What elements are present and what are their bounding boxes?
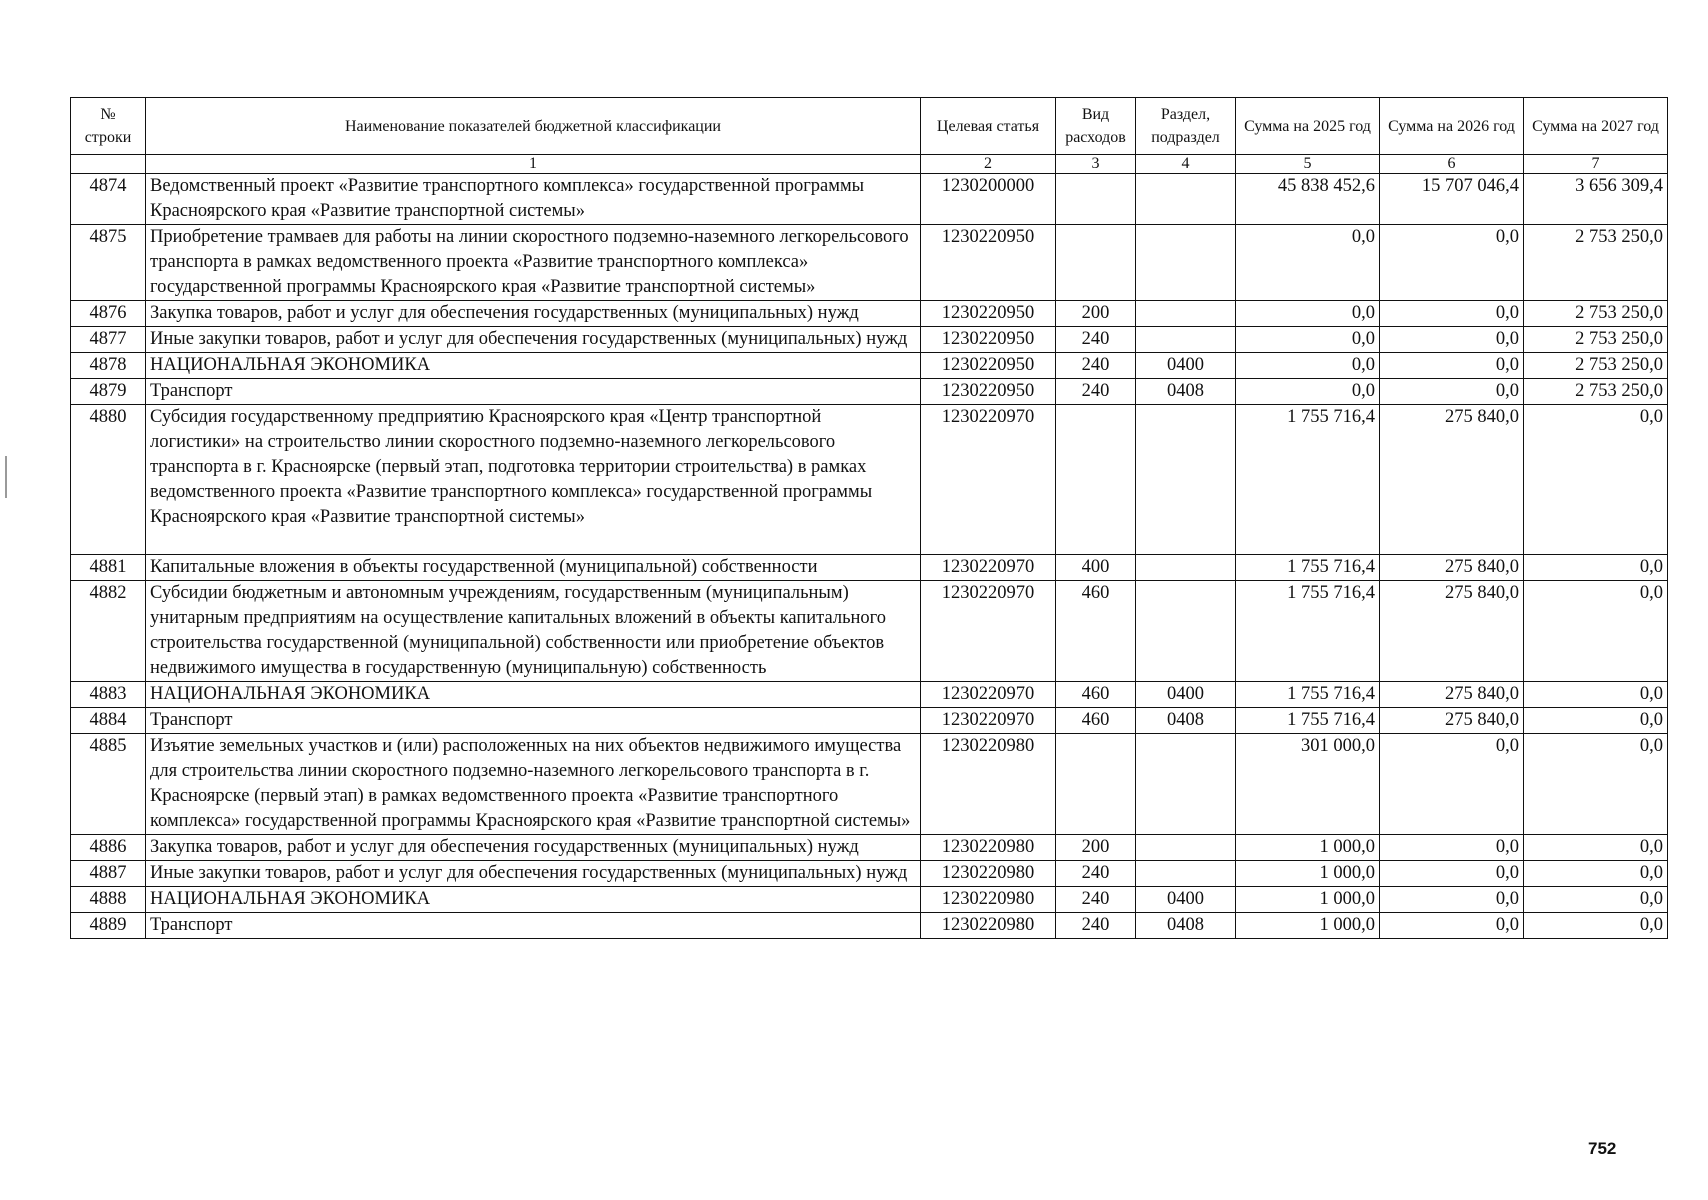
table-row [71, 225, 1668, 301]
row-number: 4884 [71, 708, 146, 734]
header-sum-2027: Сумма на 2027 год [1524, 98, 1668, 155]
budget-sheet [70, 97, 1668, 939]
row-expense-type: 240 [1056, 861, 1136, 887]
row-name: Изъятие земельных участков и (или) расположенных на них объектов недвижимого имущества для строительства линии скоростного подземно-наземного легкорельсового транспорта в г. Красноярске (первый этап) в рамках ведомственного проекта «Развитие транспортного комплекса» государственной программы Красноярского края «Развитие транспортной системы» [146, 734, 921, 835]
row-section: 0400 [1136, 682, 1236, 708]
row-sum-2027: 0,0 [1524, 913, 1668, 939]
row-number: 4880 [71, 405, 146, 555]
row-sum-2025: 1 755 716,4 [1236, 708, 1380, 734]
row-number: 4878 [71, 353, 146, 379]
row-target-code: 1230220980 [921, 913, 1056, 939]
column-numbers-row [71, 155, 1668, 174]
row-sum-2026: 275 840,0 [1380, 555, 1524, 581]
row-target-code: 1230220980 [921, 861, 1056, 887]
row-sum-2026: 0,0 [1380, 913, 1524, 939]
row-sum-2025: 0,0 [1236, 225, 1380, 301]
table-row [71, 835, 1668, 861]
row-sum-2026: 0,0 [1380, 734, 1524, 835]
column-number: 5 [1236, 155, 1380, 174]
row-sum-2027: 0,0 [1524, 708, 1668, 734]
column-number: 6 [1380, 155, 1524, 174]
row-sum-2026: 0,0 [1380, 353, 1524, 379]
row-sum-2025: 301 000,0 [1236, 734, 1380, 835]
row-number: 4877 [71, 327, 146, 353]
row-section [1136, 301, 1236, 327]
column-number: 3 [1056, 155, 1136, 174]
row-name: Закупка товаров, работ и услуг для обеспечения государственных (муниципальных) нужд [146, 301, 921, 327]
row-name: Капитальные вложения в объекты государственной (муниципальной) собственности [146, 555, 921, 581]
row-sum-2026: 0,0 [1380, 835, 1524, 861]
header-section: Раздел, подраздел [1136, 98, 1236, 155]
row-number: 4876 [71, 301, 146, 327]
table-row [71, 861, 1668, 887]
column-number: 7 [1524, 155, 1668, 174]
table-row [71, 913, 1668, 939]
row-target-code: 1230220970 [921, 405, 1056, 555]
row-sum-2026: 275 840,0 [1380, 581, 1524, 682]
row-section [1136, 225, 1236, 301]
row-name: Транспорт [146, 913, 921, 939]
table-row [71, 174, 1668, 225]
row-target-code: 1230220970 [921, 555, 1056, 581]
header-sum-2026: Сумма на 2026 год [1380, 98, 1524, 155]
row-number: 4882 [71, 581, 146, 682]
row-name: Иные закупки товаров, работ и услуг для обеспечения государственных (муниципальных) нужд [146, 327, 921, 353]
row-target-code: 1230220950 [921, 327, 1056, 353]
header-expense-type: Вид расходов [1056, 98, 1136, 155]
column-number-blank [71, 155, 146, 174]
row-target-code: 1230200000 [921, 174, 1056, 225]
table-row [71, 708, 1668, 734]
row-name: Транспорт [146, 379, 921, 405]
row-section: 0408 [1136, 379, 1236, 405]
row-number: 4874 [71, 174, 146, 225]
row-target-code: 1230220950 [921, 353, 1056, 379]
table-row [71, 887, 1668, 913]
row-sum-2026: 0,0 [1380, 379, 1524, 405]
row-name: НАЦИОНАЛЬНАЯ ЭКОНОМИКА [146, 353, 921, 379]
row-number: 4885 [71, 734, 146, 835]
row-section [1136, 174, 1236, 225]
row-section [1136, 861, 1236, 887]
row-number: 4875 [71, 225, 146, 301]
row-sum-2027: 0,0 [1524, 555, 1668, 581]
row-sum-2025: 0,0 [1236, 327, 1380, 353]
row-section: 0408 [1136, 708, 1236, 734]
row-sum-2025: 1 000,0 [1236, 887, 1380, 913]
row-target-code: 1230220950 [921, 301, 1056, 327]
row-section [1136, 327, 1236, 353]
table-row [71, 353, 1668, 379]
table-row [71, 301, 1668, 327]
row-section [1136, 734, 1236, 835]
row-sum-2025: 45 838 452,6 [1236, 174, 1380, 225]
row-target-code: 1230220970 [921, 581, 1056, 682]
row-name: Субсидия государственному предприятию Красноярского края «Центр транспортной логистики» на строительство линии скоростного подземно-наземного легкорельсового транспорта в г. Красноярске (первый этап, подготовка территории строительства) в рамках ведомственного проекта «Развитие транспортного комплекса» государственной программы Красноярского края «Развитие транспортной системы» [146, 405, 921, 555]
row-sum-2027: 2 753 250,0 [1524, 225, 1668, 301]
row-target-code: 1230220980 [921, 734, 1056, 835]
row-target-code: 1230220950 [921, 379, 1056, 405]
row-number: 4887 [71, 861, 146, 887]
table-row [71, 555, 1668, 581]
row-section [1136, 835, 1236, 861]
header-row [71, 98, 1668, 155]
row-expense-type: 240 [1056, 327, 1136, 353]
row-sum-2026: 0,0 [1380, 225, 1524, 301]
row-name: НАЦИОНАЛЬНАЯ ЭКОНОМИКА [146, 887, 921, 913]
row-section [1136, 555, 1236, 581]
row-name: Субсидии бюджетным и автономным учреждениям, государственным (муниципальным) унитарным предприятиям на осуществление капитальных вложений в объекты капитального строительства государственной (муниципальной) собственности или приобретение объектов недвижимого имущества в государственную (муниципальную) собственность [146, 581, 921, 682]
row-sum-2025: 0,0 [1236, 379, 1380, 405]
table-body [71, 174, 1668, 939]
row-name: Иные закупки товаров, работ и услуг для обеспечения государственных (муниципальных) нужд [146, 861, 921, 887]
row-name: НАЦИОНАЛЬНАЯ ЭКОНОМИКА [146, 682, 921, 708]
row-target-code: 1230220980 [921, 887, 1056, 913]
row-sum-2026: 15 707 046,4 [1380, 174, 1524, 225]
row-sum-2027: 0,0 [1524, 581, 1668, 682]
header-row-no: № строки [71, 98, 146, 155]
row-number: 4889 [71, 913, 146, 939]
row-section [1136, 405, 1236, 555]
row-sum-2025: 1 755 716,4 [1236, 581, 1380, 682]
row-number: 4879 [71, 379, 146, 405]
row-target-code: 1230220970 [921, 708, 1056, 734]
row-expense-type [1056, 174, 1136, 225]
row-sum-2025: 1 755 716,4 [1236, 405, 1380, 555]
page-number: 752 [1588, 1139, 1617, 1158]
header-target: Целевая статья [921, 98, 1056, 155]
table-row [71, 581, 1668, 682]
header-sum-2025: Сумма на 2025 год [1236, 98, 1380, 155]
row-target-code: 1230220980 [921, 835, 1056, 861]
row-expense-type: 200 [1056, 301, 1136, 327]
row-sum-2025: 0,0 [1236, 353, 1380, 379]
row-expense-type: 460 [1056, 581, 1136, 682]
row-section: 0400 [1136, 353, 1236, 379]
row-sum-2027: 2 753 250,0 [1524, 301, 1668, 327]
row-expense-type: 240 [1056, 379, 1136, 405]
table-row [71, 734, 1668, 835]
row-sum-2026: 0,0 [1380, 301, 1524, 327]
row-sum-2025: 1 000,0 [1236, 861, 1380, 887]
row-number: 4881 [71, 555, 146, 581]
row-name: Закупка товаров, работ и услуг для обеспечения государственных (муниципальных) нужд [146, 835, 921, 861]
row-sum-2026: 275 840,0 [1380, 708, 1524, 734]
column-number: 4 [1136, 155, 1236, 174]
row-sum-2025: 1 755 716,4 [1236, 555, 1380, 581]
row-sum-2027: 0,0 [1524, 682, 1668, 708]
row-section [1136, 581, 1236, 682]
row-target-code: 1230220970 [921, 682, 1056, 708]
row-sum-2026: 0,0 [1380, 327, 1524, 353]
row-name: Транспорт [146, 708, 921, 734]
row-expense-type: 460 [1056, 682, 1136, 708]
row-sum-2027: 0,0 [1524, 734, 1668, 835]
row-expense-type [1056, 225, 1136, 301]
row-sum-2026: 275 840,0 [1380, 682, 1524, 708]
column-number: 2 [921, 155, 1056, 174]
row-name: Приобретение трамваев для работы на линии скоростного подземно-наземного легкорельсового транспорта в рамках ведомственного проекта «Развитие транспортного комплекса» государственной программы Красноярского края «Развитие транспортной системы» [146, 225, 921, 301]
scan-artifact-line [5, 456, 7, 498]
row-sum-2027: 3 656 309,4 [1524, 174, 1668, 225]
row-sum-2027: 2 753 250,0 [1524, 379, 1668, 405]
row-expense-type: 460 [1056, 708, 1136, 734]
row-name: Ведомственный проект «Развитие транспортного комплекса» государственной программы Красноярского края «Развитие транспортной системы» [146, 174, 921, 225]
row-sum-2026: 0,0 [1380, 887, 1524, 913]
row-expense-type: 240 [1056, 353, 1136, 379]
table-row [71, 379, 1668, 405]
row-sum-2025: 0,0 [1236, 301, 1380, 327]
row-sum-2027: 0,0 [1524, 405, 1668, 555]
row-expense-type [1056, 734, 1136, 835]
row-target-code: 1230220950 [921, 225, 1056, 301]
header-name: Наименование показателей бюджетной классификации [146, 98, 921, 155]
row-expense-type: 200 [1056, 835, 1136, 861]
row-sum-2027: 0,0 [1524, 887, 1668, 913]
table-row [71, 327, 1668, 353]
table-row [71, 405, 1668, 555]
row-number: 4888 [71, 887, 146, 913]
row-sum-2027: 2 753 250,0 [1524, 327, 1668, 353]
table-row [71, 682, 1668, 708]
row-expense-type: 240 [1056, 913, 1136, 939]
column-number: 1 [146, 155, 921, 174]
row-sum-2026: 0,0 [1380, 861, 1524, 887]
row-expense-type: 240 [1056, 887, 1136, 913]
row-sum-2027: 0,0 [1524, 835, 1668, 861]
row-expense-type [1056, 405, 1136, 555]
row-section: 0408 [1136, 913, 1236, 939]
row-sum-2025: 1 000,0 [1236, 913, 1380, 939]
row-sum-2026: 275 840,0 [1380, 405, 1524, 555]
row-number: 4886 [71, 835, 146, 861]
row-number: 4883 [71, 682, 146, 708]
row-sum-2027: 2 753 250,0 [1524, 353, 1668, 379]
row-sum-2025: 1 000,0 [1236, 835, 1380, 861]
row-expense-type: 400 [1056, 555, 1136, 581]
row-sum-2025: 1 755 716,4 [1236, 682, 1380, 708]
row-sum-2027: 0,0 [1524, 861, 1668, 887]
row-section: 0400 [1136, 887, 1236, 913]
budget-table [70, 97, 1668, 939]
